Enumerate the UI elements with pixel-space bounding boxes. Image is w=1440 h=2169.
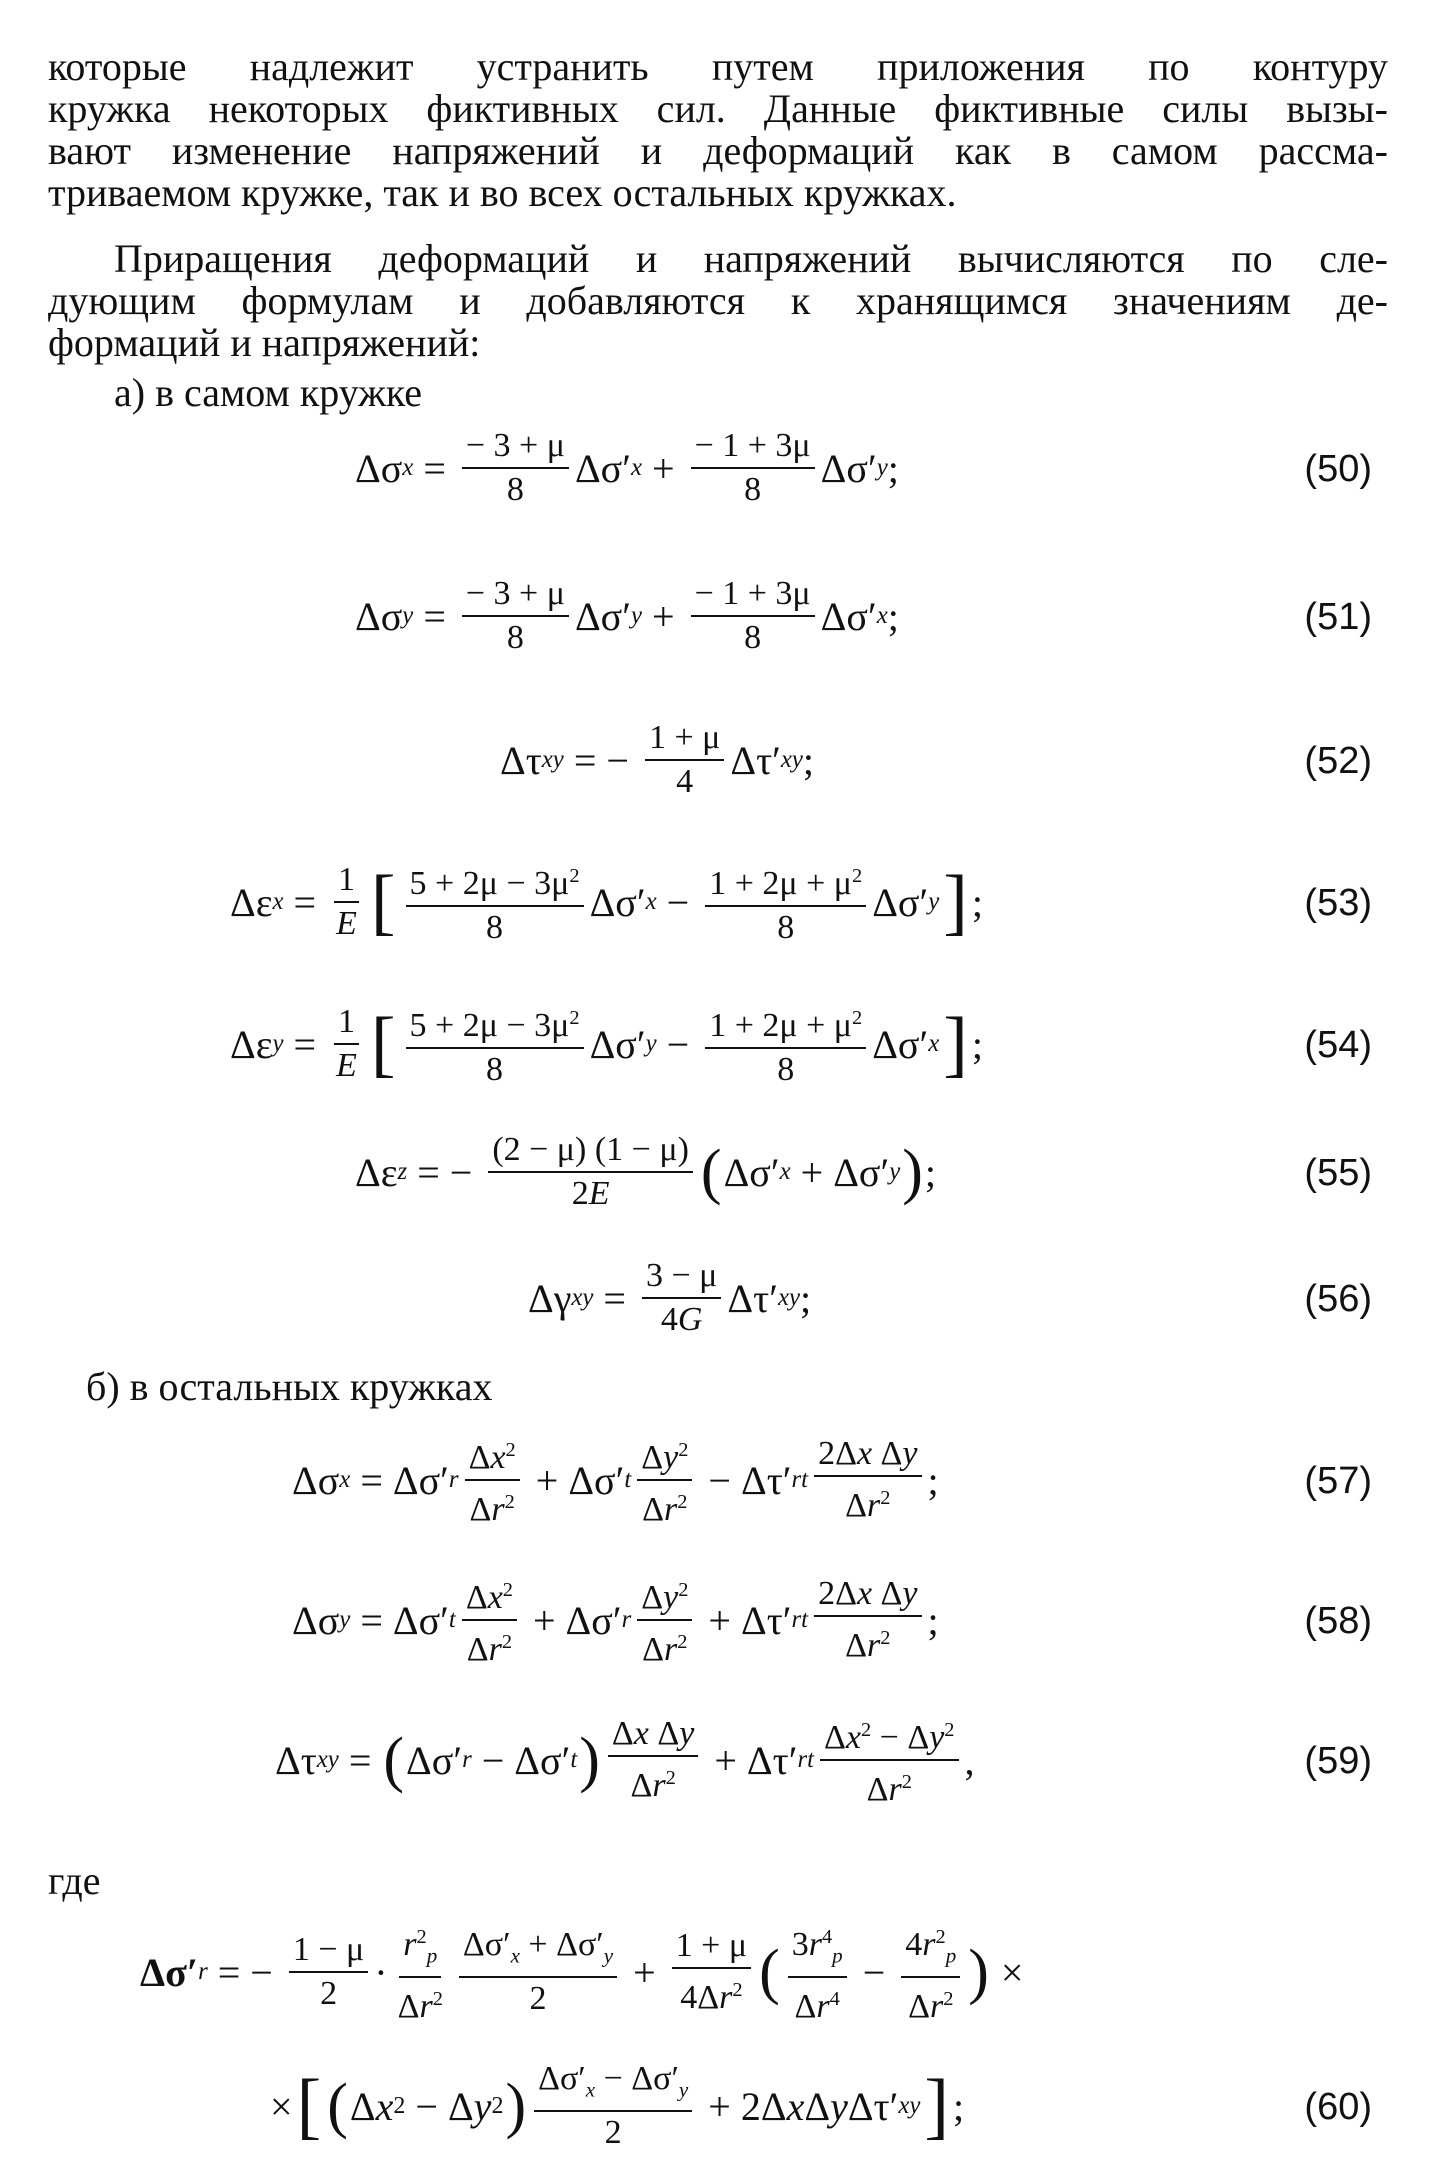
equation-number: (51) [1304, 596, 1372, 638]
equation-53: Δε x = $\frac{1}{E}$ [ $\frac{5 + 2\mu - 3\mu^2}{8}$ Δσ′ x − $\frac{1 + 2\mu + \mu^2}{8}$ Δσ′ y ] ; [230, 842, 983, 962]
equation-57: Δσ x = Δσ′ r $\frac{\Delta x^2}{\Delta r^2}$ + Δσ′ t $\frac{\Delta y^2}{\Delta r^2}$ − Δτ′ rt $\frac{\text{2Δx Δy}}{\Delta r^2}$ ; [292, 1420, 939, 1540]
text-line-1: которые надлежит устранить путем приложения по контуру [48, 44, 1388, 89]
equation-number: (53) [1304, 882, 1372, 924]
section-label-a: а) в самом кружке [114, 370, 423, 415]
text-line-7: формаций и напряжений: [48, 320, 481, 365]
equation-60-line-1: Δσ′ r = − $\frac{1 - \mu}{2}$ · $\frac{r^2_p}{\Delta r^2}$ $\frac{\Delta\sigma'_x + \Delta\sigma'_y}{2}$ + $\frac{1 + \mu}{4\Delta r^2}$ ( $\frac{3r^4_p}{\Delta r^4}$ − $\frac{4r^2_p}{\Delta r^2}$ ) × [140, 1912, 1033, 2032]
equation-60-line-2: × [ ( Δ x 2 − Δ y 2 ) $\frac{\Delta\sigma'_x - \Delta\sigma'_y}{2}$ + 2Δ x Δ y Δτ′ xy ] ; [270, 2059, 965, 2152]
equation-55: Δε z = − $\frac{(2 - \mu) (1 - \mu)}{2E}$ ( Δσ′ x + Δσ′ y ) ; [355, 1131, 937, 1212]
text-line-2: кружка некоторых фиктивных сил. Данные фиктивные силы вызы- [48, 86, 1388, 131]
equation-number: (57) [1304, 1460, 1372, 1502]
equation-54: Δε y = $\frac{1}{E}$ [ $\frac{5 + 2\mu - 3\mu^2}{8}$ Δσ′ y − $\frac{1 + 2\mu + \mu^2}{8}$ Δσ′ x ] ; [230, 984, 983, 1104]
equation-52: Δτ xy = − $\frac{1 + \mu}{4}$ Δτ′ xy ; [500, 719, 815, 800]
section-label-b: б) в остальных кружках [86, 1364, 493, 1409]
equation-number: (56) [1304, 1278, 1372, 1320]
text-line-6: дующим формулам и добавляются к хранящимся значениям де- [48, 278, 1388, 323]
equation-number: (58) [1304, 1600, 1372, 1642]
equation-number: (59) [1304, 1740, 1372, 1782]
equation-number: (54) [1304, 1024, 1372, 1066]
equation-number: (60) [1304, 2086, 1372, 2128]
equation-number: (50) [1304, 448, 1372, 490]
equation-59: Δτ xy = ( Δσ′ r − Δσ′ t ) $\frac{\text{Δx Δy}}{\Delta r^2}$ + Δτ′ rt $\frac{\Delta x^2 - \Delta y^2}{\Delta r^2}$ , [275, 1700, 975, 1820]
equation-51: Δσ y = $\frac{- 3 + \mu}{8}$ Δσ′ y + $\frac{- 1 + 3\mu}{8}$ Δσ′ x ; [355, 575, 899, 656]
equation-50: Δσ x = $\frac{- 3 + \mu}{8}$ Δσ′ x + $\frac{- 1 + 3\mu}{8}$ Δσ′ y ; [355, 427, 899, 508]
equation-number: (52) [1304, 740, 1372, 782]
text-line-3: вают изменение напряжений и деформаций как в самом рассма- [48, 128, 1388, 173]
text-line-5: Приращения деформаций и напряжений вычисляются по сле- [114, 236, 1388, 281]
equation-56: Δγ xy = $\frac{3 - \mu}{4G}$ Δτ′ xy ; [528, 1257, 812, 1338]
text-line-4: триваемом кружке, так и во всех остальных кружках. [48, 170, 957, 215]
equation-58: Δσ y = Δσ′ t $\frac{\Delta x^2}{\Delta r^2}$ + Δσ′ r $\frac{\Delta y^2}{\Delta r^2}$ + Δτ′ rt $\frac{\text{2Δx Δy}}{\Delta r^2}$ ; [292, 1560, 939, 1680]
where-label: где [48, 1858, 101, 1903]
equation-number: (55) [1304, 1152, 1372, 1194]
